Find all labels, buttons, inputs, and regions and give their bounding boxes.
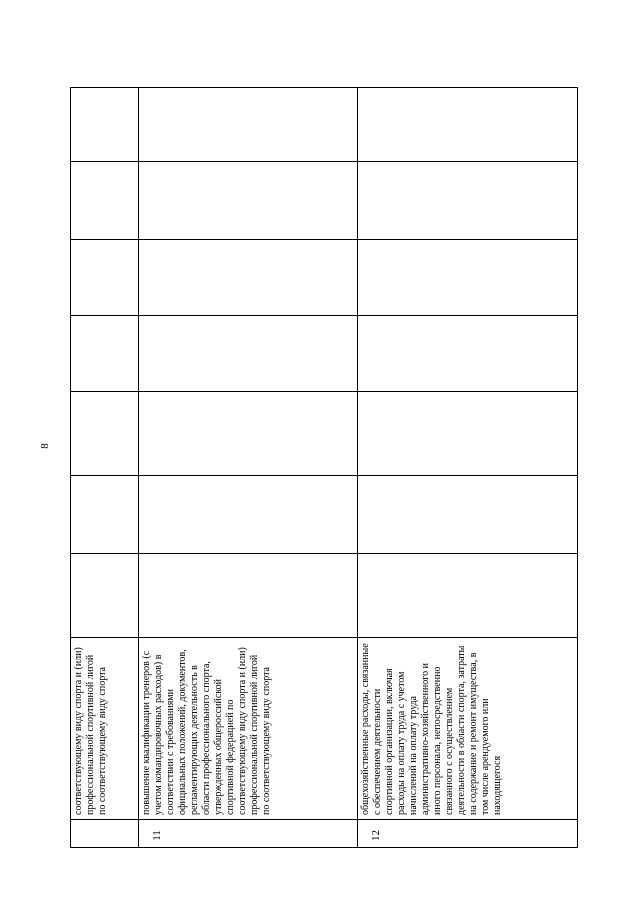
table-cell — [139, 162, 358, 240]
table-row — [139, 88, 358, 848]
table-cell — [71, 162, 139, 240]
table-cell — [139, 476, 358, 554]
row-number — [71, 820, 139, 848]
table-cell — [71, 392, 139, 476]
table-cell — [358, 162, 578, 240]
table-cell — [71, 476, 139, 554]
table-cell — [139, 240, 358, 316]
table-cell — [71, 88, 139, 162]
page-number: 8 — [39, 443, 51, 449]
table-cell — [139, 88, 358, 162]
row-number: 11 — [139, 820, 358, 848]
table-cell — [358, 240, 578, 316]
table-cell — [139, 316, 358, 392]
table-cell — [139, 554, 358, 638]
row-description: общехозяйственные расходы, связанные с обеспечением деятельности спортивной организации, включая расходы на оплату труда с учетом начислений на оплату труда административно-хозяйственного и иного персонала, непосредственно связанного с осуществлением деятельности в области спорта, затраты на содержание и ремонт имущества, в том числе арендуемого или находящегося — [358, 638, 578, 820]
row-description: повышение квалификации тренеров (с учетом командировочных расходов) в соответствии с требованиями официальных положений, документов, регламентирующих деятельность в области профессионального спорта, утвержденных общероссийской спортивной федерацией по соответствующему виду спорта и (или) профессиональной спортивной лигой по соответствующему виду спорта — [139, 638, 358, 820]
table-cell — [139, 392, 358, 476]
row-number: 12 — [358, 820, 578, 848]
table-cell — [358, 476, 578, 554]
row-description: соответствующему виду спорта и (или) профессиональной спортивной лигой по соответствующему виду спорта — [71, 638, 139, 820]
table-cell — [358, 554, 578, 638]
table-cell — [358, 316, 578, 392]
table-row — [71, 88, 139, 848]
table-cell — [71, 554, 139, 638]
table-cell — [71, 316, 139, 392]
table-row — [358, 88, 578, 848]
table-cell — [71, 240, 139, 316]
expenses-table — [70, 87, 578, 848]
table-cell — [358, 88, 578, 162]
table-cell — [358, 392, 578, 476]
rotated-table-wrapper — [70, 88, 577, 848]
